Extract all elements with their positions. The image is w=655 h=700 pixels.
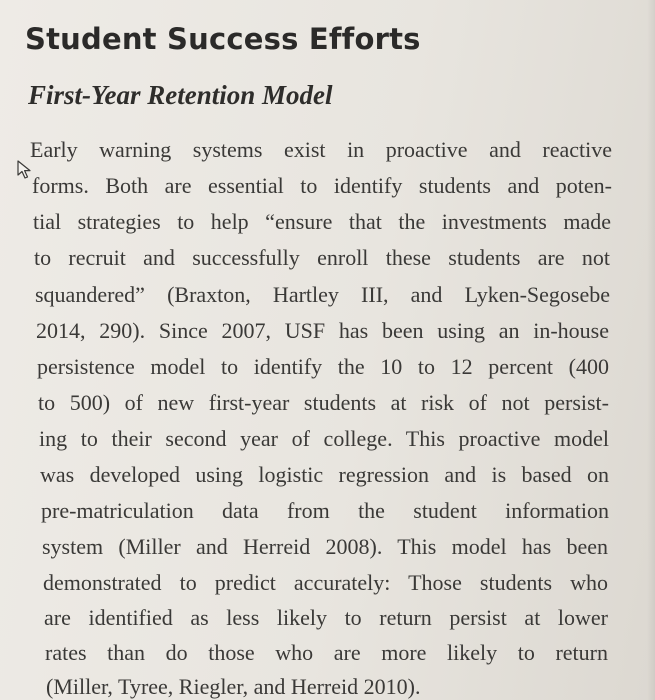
paragraph-line: squandered” (Braxton, Hartley III, and Lyken-Segosebe xyxy=(35,282,610,307)
paragraph-line: persistence model to identify the 10 to 12 percent (400 xyxy=(37,354,609,379)
mouse-pointer-icon xyxy=(16,160,34,180)
paragraph-line: to 500) of new first-year students at risk of not persist- xyxy=(38,390,609,415)
paragraph-line: tial strategies to help “ensure that the investments made xyxy=(33,209,611,234)
paragraph-line: (Miller, Tyree, Riegler, and Herreid 2010). xyxy=(46,674,421,699)
paragraph-line: ing to their second year of college. This proactive model xyxy=(39,426,609,451)
paragraph-line: forms. Both are essential to identify students and poten- xyxy=(32,173,612,198)
subsection-heading: First-Year Retention Model xyxy=(28,80,333,110)
paragraph-line: pre-matriculation data from the student information xyxy=(41,498,609,523)
paragraph-line: demonstrated to predict accurately: Those students who xyxy=(43,570,608,595)
paragraph-line: system (Miller and Herreid 2008). This model has been xyxy=(42,534,608,559)
paragraph-line: rates than do those who are more likely to return xyxy=(45,640,608,665)
paragraph-line: was developed using logistic regression and is based on xyxy=(40,462,609,487)
paragraph-line: to recruit and successfully enroll these students are not xyxy=(34,245,610,270)
section-heading: Student Success Efforts xyxy=(25,22,421,56)
paragraph-line: 2014, 290). Since 2007, USF has been using an in-house xyxy=(36,318,609,343)
paragraph-line: are identified as less likely to return persist at lower xyxy=(44,605,608,630)
page-edge-shadow xyxy=(647,0,655,700)
paragraph-line: Early warning systems exist in proactive and reactive xyxy=(30,137,612,162)
